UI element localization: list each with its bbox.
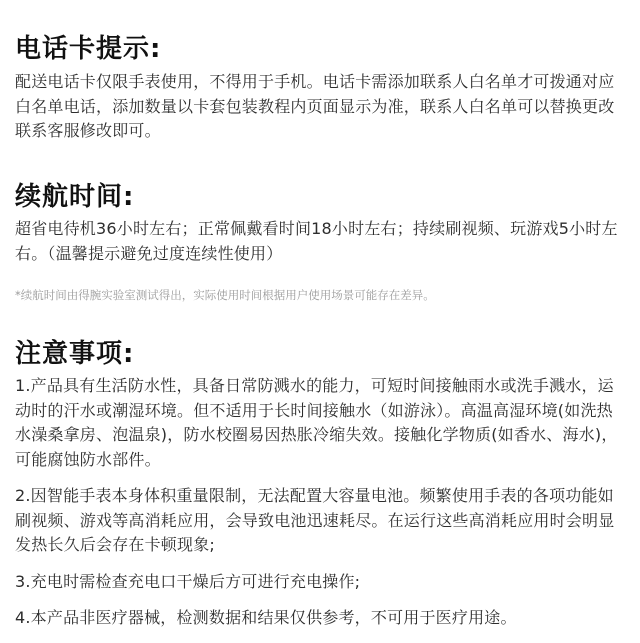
- notes-list: [15, 374, 624, 643]
- note-item-2: 2.因智能手表本身体积重量限制，无法配置大容量电池。频繁使用手表的各项功能如刷视频、游戏等高消耗应用，会导致电池迅速耗尽。在运行这些高消耗应用时会明显发热长久后会存在卡顿现象;: [15, 486, 615, 554]
- note-item-4: 4.本产品非医疗器械，检测数据和结果仅供参考，不可用于医疗用途。: [15, 608, 517, 627]
- battery-footnote: *续航时间由得腕实验室测试得出，实际使用时间根据用户使用场景可能存在差异。: [15, 288, 435, 302]
- phone-card-body: 配送电话卡仅限手表使用，不得用于手机。电话卡需添加联系人白名单才可拨通对应白名单电话，添加数量以卡套包装教程内页面显示为准，联系人白名单可以替换更改联系客服修改即可。: [15, 72, 615, 140]
- battery-body: 超省电待机36小时左右；正常佩戴看时间18小时左右；持续刷视频、玩游戏5小时左右。（温馨提示避免过度连续性使用）: [15, 219, 618, 263]
- notes-title: 注意事项:: [15, 339, 135, 369]
- note-item-3: 3.充电时需检查充电口干燥后方可进行充电操作;: [15, 571, 361, 591]
- phone-card-title: 电话卡提示:: [15, 34, 162, 64]
- note-item-1: 1.产品具有生活防水性，具备日常防溅水的能力，可短时间接触雨水或洗手溅水，运动时的汗水或潮湿环境。但不适用于长时间接触水（如游泳）。高温高湿环境(如洗热水澡桑拿房、泡温泉)，防水校圈易因热胀冷缩失效。接触化学物质(如香水、海水)，可能腐蚀防水部件。: [15, 376, 618, 469]
- battery-title: 续航时间:: [15, 182, 135, 212]
